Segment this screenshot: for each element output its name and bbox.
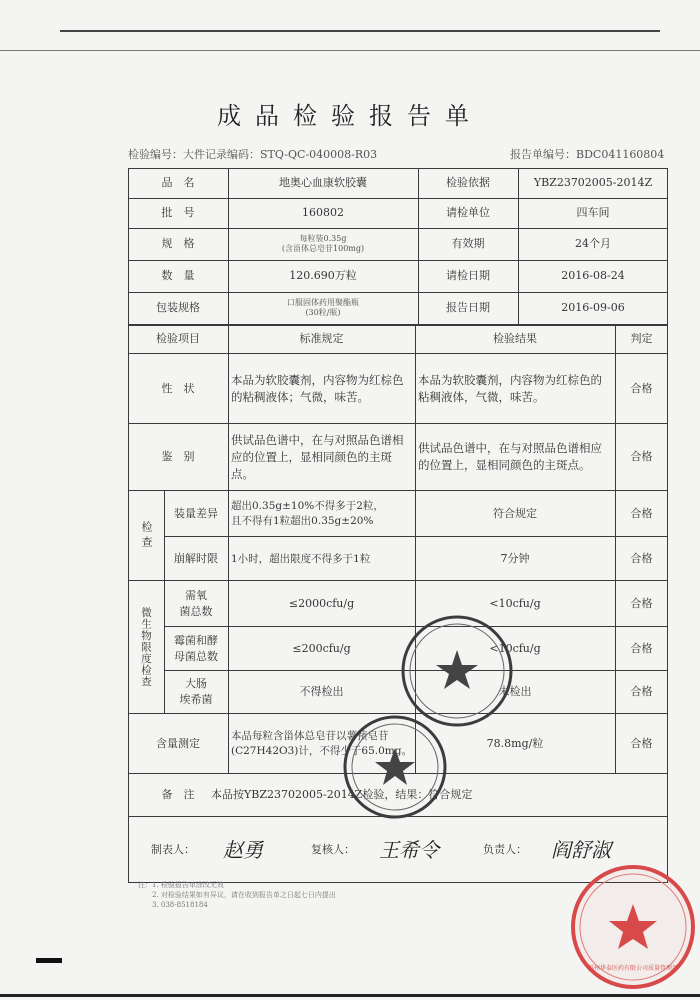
remark-label: 备 注 [161, 788, 195, 801]
row-mold-standard: ≤200cfu/g [292, 641, 351, 655]
product-name: 地奥心血康软胶囊 [279, 176, 367, 189]
micro-group-label: 微生物限度检查 [140, 606, 152, 688]
package-label: 包装规格 [156, 301, 200, 314]
responsible-signature: 阎舒淑 [551, 837, 611, 862]
request-date-label: 请检日期 [446, 269, 490, 282]
row-weight-standard [228, 491, 415, 536]
row-mold-verdict: 合格 [630, 641, 653, 655]
applicant-label: 请检单位 [446, 206, 490, 219]
row-ecoli-label [164, 671, 228, 713]
row-weight-label: 装量差异 [174, 506, 218, 520]
validity-value: 24个月 [575, 237, 611, 250]
row-identification-result: 供试品色谱中，在与对照品色谱相应的位置上，显相同颜色的主斑点。 [418, 441, 602, 472]
reviewer-label: 复核人： [311, 842, 355, 856]
row-weight-verdict: 合格 [630, 506, 653, 520]
row-mold-result: <10cfu/g [489, 641, 541, 655]
col-header-standard: 标准规定 [299, 332, 344, 345]
standard-value: YBZ23702005-2014Z [533, 176, 653, 189]
spec-label: 规 格 [161, 237, 195, 250]
package-line-1: 口服固体药用聚酯瓶 [287, 298, 359, 307]
scan-bottom-edge [0, 994, 700, 997]
batch-label: 批 号 [161, 206, 195, 219]
scan-border-top-2 [0, 50, 700, 51]
request-date-value: 2016-08-24 [561, 269, 625, 282]
row-mold-label-2: 母菌总数 [174, 649, 218, 663]
row-weight-standard-2: 且不得有1粒超出0.35g±20% [231, 514, 374, 527]
row-mold-label-1: 霉菌和酵 [174, 633, 218, 647]
row-aerobic-label-2: 菌总数 [179, 604, 213, 618]
responsible-label: 负责人： [483, 842, 527, 856]
footnote [138, 880, 336, 910]
row-aerobic-standard: ≤2000cfu/g [288, 596, 355, 610]
row-ecoli-label-2: 埃希菌 [179, 693, 213, 706]
row-mold-label [164, 627, 228, 670]
footnote-line-3: 3. 038-8518184 [138, 901, 208, 909]
package-value [228, 292, 418, 324]
product-name-label: 品 名 [161, 176, 195, 189]
reviewer-signature: 王希令 [379, 837, 439, 862]
spec-line-1: 每粒装0.35g [299, 234, 347, 243]
row-assay-result: 78.8mg/粒 [486, 736, 544, 750]
report-date-label: 报告日期 [446, 301, 490, 314]
spec-value [228, 228, 418, 260]
row-assay-verdict: 合格 [630, 736, 653, 750]
document-title: 成品检验报告单 [217, 102, 483, 130]
row-disintegration-result: 7分钟 [500, 551, 530, 565]
row-aerobic-result: <10cfu/g [489, 596, 541, 610]
row-disintegration-verdict: 合格 [630, 551, 653, 565]
validity-label: 有效期 [451, 237, 485, 250]
report-number: 报告单编号：BDC041160804 [510, 148, 665, 161]
check-group-label: 检查 [140, 520, 153, 551]
maker-label: 制表人： [151, 842, 195, 856]
row-weight-standard-1: 超出0.35g±10%不得多于2粒， [231, 499, 384, 512]
col-header-result: 检验结果 [493, 332, 537, 345]
row-identification-standard: 供试品色谱中，在与对照品色谱相应的位置上，显相同颜色的主斑点。 [231, 432, 404, 481]
quantity-label: 数 量 [161, 269, 195, 282]
spec-line-2: (含甾体总皂苷100mg) [281, 244, 365, 253]
standard-label: 检验依据 [446, 176, 490, 189]
applicant-value: 四车间 [576, 206, 610, 219]
row-character-result: 本品为软胶囊剂，内容物为红棕色的粘稠液体，气微，味苦。 [418, 372, 602, 404]
row-assay-label: 含量测定 [156, 736, 200, 750]
row-ecoli-label-1: 大肠 [185, 677, 207, 690]
row-aerobic-verdict: 合格 [630, 596, 653, 610]
footnote-line-1: 注：1. 检验报告单涂改无效 [138, 881, 224, 889]
row-ecoli-result: 未检出 [498, 685, 532, 698]
package-line-2: (30粒/瓶) [305, 308, 341, 317]
col-header-verdict: 判定 [630, 332, 653, 345]
row-aerobic-label [164, 581, 228, 626]
qc-stamp-lower [340, 712, 450, 822]
footnote-line-2: 2. 对检验结果如有异议，请在收到报告单之日起七日内提出 [138, 891, 336, 899]
row-disintegration-label: 崩解时限 [174, 551, 218, 565]
row-assay-standard: 本品每粒含甾体总皂苷以薯蓣皂苷(C27H42O3)计，不得少于65.0mg。 [231, 729, 412, 757]
row-identification-label: 鉴 别 [161, 450, 195, 463]
row-character-verdict: 合格 [630, 381, 653, 395]
quantity-value: 120.690万粒 [289, 269, 357, 282]
row-ecoli-verdict: 合格 [630, 685, 653, 698]
remark-text: 本品按YBZ23702005-2014Z检验，结果：符合规定 [211, 788, 473, 801]
record-code: 检验编号：大件记录编码：STQ-QC-040008-R03 [128, 148, 378, 161]
report-date-value: 2016-09-06 [561, 301, 625, 314]
row-character-standard: 本品为软胶囊剂，内容物为红棕色的粘稠液体；气微，味苦。 [231, 372, 404, 404]
row-aerobic-label-1: 需氧 [185, 588, 207, 602]
row-disintegration-standard: 1小时，超出限度不得多于1粒 [231, 552, 371, 565]
company-seal-text: 苏州华泰医药有限公司质量管理部 [587, 965, 678, 972]
row-weight-result: 符合规定 [493, 506, 537, 520]
col-header-item: 检验项目 [156, 332, 200, 345]
row-ecoli-standard: 不得检出 [299, 685, 344, 698]
scan-mark [36, 958, 62, 963]
batch-value: 160802 [302, 206, 344, 219]
row-identification-verdict: 合格 [630, 450, 653, 463]
maker-signature: 赵勇 [223, 837, 263, 862]
scan-border-top [60, 30, 660, 32]
row-character-label: 性 状 [161, 381, 195, 395]
